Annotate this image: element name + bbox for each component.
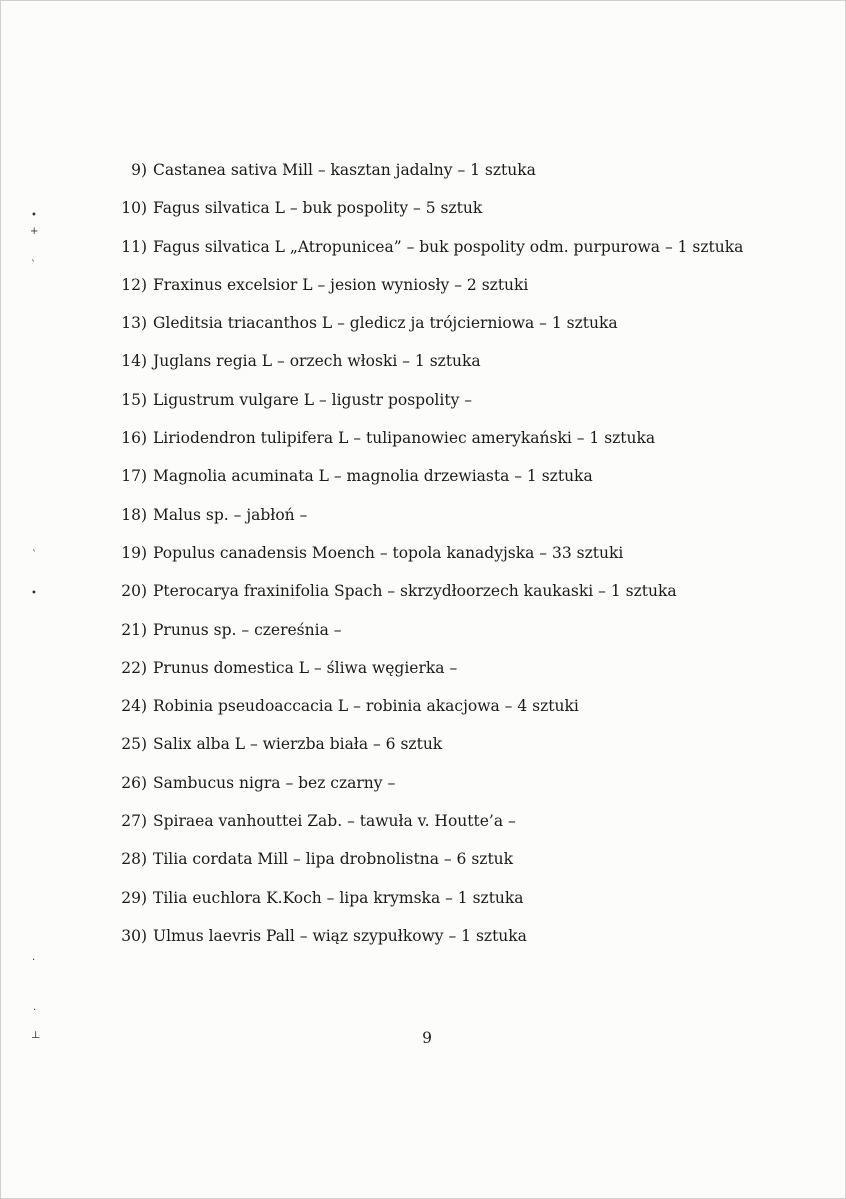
item-number: 14) (121, 352, 147, 371)
list-item (1, 386, 846, 424)
list-item (1, 271, 846, 309)
item-number: 16) (121, 429, 147, 448)
item-text: Fraxinus excelsior L – jesion wyniosły – 2 sztuki (153, 275, 529, 294)
list-item (1, 501, 846, 539)
item-text: Pterocarya fraxinifolia Spach – skrzydłoorzech kaukaski – 1 sztuka (153, 582, 677, 601)
list-item (1, 194, 846, 232)
list-item (1, 616, 846, 654)
item-number: 20) (121, 582, 147, 601)
item-number: 15) (121, 390, 147, 409)
scan-speck: · (33, 1005, 37, 1016)
scan-speck: ⊥ (31, 1030, 41, 1041)
item-number: 17) (121, 467, 147, 486)
item-text: Juglans regia L – orzech włoski – 1 sztuka (153, 352, 481, 371)
item-text: Castanea sativa Mill – kasztan jadalny – 1 sztuka (153, 161, 536, 179)
scan-speck: ` (31, 260, 36, 271)
item-text: Robinia pseudoaccacia L – robinia akacjowa – 4 sztuki (153, 697, 579, 716)
item-text: Salix alba L – wierzba biała – 6 sztuk (153, 735, 443, 754)
item-text: Populus canadensis Moench – topola kanadyjska – 33 sztuki (153, 543, 624, 562)
item-number: 19) (121, 543, 147, 562)
list-item (1, 884, 846, 922)
item-number: 18) (121, 505, 147, 524)
list-item (1, 424, 846, 462)
item-text: Liriodendron tulipifera L – tulipanowiec amerykański – 1 sztuka (153, 429, 656, 448)
item-text: Fagus silvatica L „Atropunicea” – buk pospolity odm. purpurowa – 1 sztuka (153, 237, 744, 256)
item-text: Sambucus nigra – bez czarny – (153, 773, 396, 792)
item-number: 27) (121, 812, 147, 831)
list-item (1, 156, 846, 194)
scan-speck: · (32, 955, 36, 966)
item-text: Prunus domestica L – śliwa węgierka – (153, 658, 458, 677)
item-text: Prunus sp. – czereśnia – (153, 620, 342, 639)
list-item (1, 233, 846, 271)
item-number: 9) (131, 161, 147, 179)
item-number: 10) (121, 199, 147, 218)
item-text: Gleditsia triacanthos L – gledicz ja trójcierniowa – 1 sztuka (153, 314, 618, 333)
item-number: 26) (121, 773, 147, 792)
list-item (1, 577, 846, 615)
species-list (1, 156, 846, 960)
scan-speck: • (31, 210, 37, 221)
page-number: 9 (422, 1029, 432, 1047)
item-text: Tilia cordata Mill – lipa drobnolistna – 6 sztuk (153, 850, 514, 869)
item-text: Tilia euchlora K.Koch – lipa krymska – 1 sztuka (153, 888, 524, 907)
item-number: 13) (121, 314, 147, 333)
list-item (1, 347, 846, 385)
item-text: Magnolia acuminata L – magnolia drzewiasta – 1 sztuka (153, 467, 593, 486)
item-text: Ligustrum vulgare L – ligustr pospolity – (153, 390, 472, 409)
item-number: 21) (121, 620, 147, 639)
scan-speck: • (31, 588, 37, 599)
item-number: 24) (121, 697, 147, 716)
scan-speck: + (30, 226, 39, 237)
list-item (1, 692, 846, 730)
item-number: 12) (121, 275, 147, 294)
list-item (1, 922, 846, 960)
list-item (1, 309, 846, 347)
item-number: 30) (121, 926, 147, 945)
list-item (1, 539, 846, 577)
list-item (1, 730, 846, 768)
list-item (1, 654, 846, 692)
item-number: 29) (121, 888, 147, 907)
item-text: Fagus silvatica L – buk pospolity – 5 sztuk (153, 199, 483, 218)
list-item (1, 769, 846, 807)
scan-speck: ` (32, 550, 37, 561)
item-number: 28) (121, 850, 147, 869)
list-item (1, 807, 846, 845)
item-text: Ulmus laevris Pall – wiąz szypułkowy – 1 sztuka (153, 926, 527, 945)
item-number: 11) (121, 237, 147, 256)
item-number: 22) (121, 658, 147, 677)
item-text: Spiraea vanhouttei Zab. – tawuła v. Houtte’a – (153, 812, 516, 831)
list-item (1, 845, 846, 883)
item-text: Malus sp. – jabłoń – (153, 505, 308, 524)
list-item (1, 462, 846, 500)
item-number: 25) (121, 735, 147, 754)
